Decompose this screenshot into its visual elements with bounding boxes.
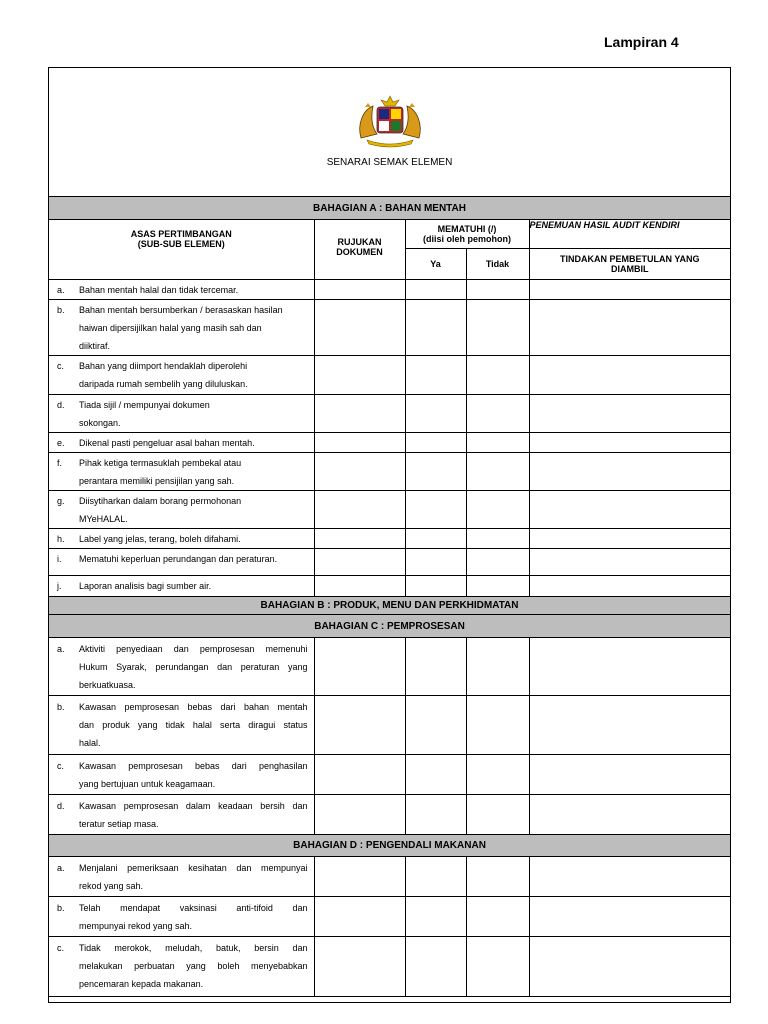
rujukan-header (314, 220, 405, 280)
item-text-line: yang bertujuan untuk keagamaan. (79, 779, 216, 789)
item-letter: b. (57, 702, 65, 712)
item-text (79, 640, 308, 694)
rujukan-header-line2: DOKUMEN (336, 247, 383, 257)
item-text-line: Tidak merokok, meludah, batuk, bersin dan (79, 943, 308, 953)
item-text (79, 939, 308, 993)
tindakan-cell[interactable] (529, 576, 730, 597)
item-letter: a. (57, 863, 65, 873)
item-text (79, 577, 308, 595)
section-c-row (49, 615, 730, 638)
tindakan-cell[interactable] (529, 755, 730, 795)
rujukan-dokumen-cell[interactable] (314, 395, 405, 433)
item-text-line: Bahan mentah bersumberkan / berasaskan hasilan (79, 305, 283, 315)
item-text-line: berkuatkuasa. (79, 680, 136, 690)
section-a-row (49, 197, 730, 220)
item-text-line: Laporan analisis bagi sumber air. (79, 581, 212, 591)
section-b-row (49, 597, 730, 615)
item-text-line: Label yang jelas, terang, boleh difahami. (79, 534, 241, 544)
ya-checkbox-cell[interactable] (405, 897, 466, 937)
mematuhi-header (405, 220, 529, 249)
item-text (79, 492, 308, 528)
tindakan-cell[interactable] (529, 453, 730, 491)
tidak-checkbox-cell[interactable] (466, 897, 529, 937)
asas-header-line1: ASAS PERTIMBANGAN (130, 229, 232, 239)
criteria-cell (49, 280, 314, 300)
ya-checkbox-cell[interactable] (405, 937, 466, 997)
criteria-cell (49, 549, 314, 576)
item-text (79, 434, 308, 452)
rujukan-dokumen-cell[interactable] (314, 453, 405, 491)
table-row (49, 356, 730, 395)
item-text-line: diiktiraf. (79, 341, 111, 351)
rujukan-dokumen-cell[interactable] (314, 696, 405, 755)
item-text-line: perantara memiliki pensijilan yang sah. (79, 476, 235, 486)
rujukan-dokumen-cell[interactable] (314, 529, 405, 549)
item-text (79, 550, 308, 568)
tindakan-cell[interactable] (529, 433, 730, 453)
tindakan-cell[interactable] (529, 897, 730, 937)
item-text-line: haiwan dipersijilkan halal yang masih sah dan (79, 323, 262, 333)
tidak-checkbox-cell[interactable] (466, 433, 529, 453)
item-letter: i. (57, 554, 62, 564)
item-text-line: Mematuhi keperluan perundangan dan peraturan. (79, 554, 278, 564)
criteria-cell (49, 857, 314, 897)
tidak-checkbox-cell[interactable] (466, 356, 529, 395)
item-letter: b. (57, 305, 65, 315)
item-text-line: melakukan perbuatan yang boleh menyebabkan (79, 961, 308, 971)
item-text (79, 301, 308, 355)
item-text-line: rekod yang sah. (79, 881, 144, 891)
tidak-checkbox-cell[interactable] (466, 549, 529, 576)
criteria-cell (49, 529, 314, 549)
rujukan-dokumen-cell[interactable] (314, 491, 405, 529)
ya-checkbox-cell[interactable] (405, 433, 466, 453)
checklist-table (49, 196, 730, 997)
item-text-line: Bahan yang diimport hendaklah diperolehi (79, 361, 248, 371)
rujukan-dokumen-cell[interactable] (314, 937, 405, 997)
table-row (49, 453, 730, 491)
tidak-checkbox-cell[interactable] (466, 395, 529, 433)
table-row (49, 696, 730, 755)
item-letter: e. (57, 438, 65, 448)
item-text (79, 899, 308, 935)
rujukan-dokumen-cell[interactable] (314, 897, 405, 937)
table-row (49, 897, 730, 937)
tindakan-cell[interactable] (529, 491, 730, 529)
item-text-line: dan produk yang tidak halal serta diragui status (79, 720, 308, 730)
item-text (79, 357, 308, 393)
penemuan-header: PENEMUAN HASIL AUDIT KENDIRI (529, 220, 730, 249)
tindakan-cell[interactable] (529, 937, 730, 997)
item-text-line: MYeHALAL. (79, 514, 128, 524)
section-d-row (49, 835, 730, 857)
ya-checkbox-cell[interactable] (405, 280, 466, 300)
ya-checkbox-cell[interactable] (405, 453, 466, 491)
item-text-line: Aktiviti penyediaan dan pemprosesan memenuhi (79, 644, 308, 654)
table-row (49, 795, 730, 835)
tidak-checkbox-cell[interactable] (466, 795, 529, 835)
item-text (79, 757, 308, 793)
ya-checkbox-cell[interactable] (405, 755, 466, 795)
table-row (49, 755, 730, 795)
tidak-checkbox-cell[interactable] (466, 491, 529, 529)
section-d-title: BAHAGIAN D : PENGENDALI MAKANAN (49, 835, 730, 857)
item-letter: b. (57, 903, 65, 913)
tidak-checkbox-cell[interactable] (466, 280, 529, 300)
item-text-line: Menjalani pemeriksaan kesihatan dan mempunyai (79, 863, 308, 873)
tidak-checkbox-cell[interactable] (466, 638, 529, 696)
item-letter: c. (57, 361, 65, 371)
rujukan-dokumen-cell[interactable] (314, 576, 405, 597)
section-a-title: BAHAGIAN A : BAHAN MENTAH (49, 197, 730, 220)
item-text-line: Telah mendapat vaksinasi anti-tifoid dan (79, 903, 308, 913)
ya-checkbox-cell[interactable] (405, 491, 466, 529)
tindakan-header-line2: DIAMBIL (611, 264, 649, 274)
table-row (49, 491, 730, 529)
ya-checkbox-cell[interactable] (405, 549, 466, 576)
criteria-cell (49, 755, 314, 795)
table-row (49, 280, 730, 300)
item-text-line: Kawasan pemprosesan dalam keadaan bersih dan (79, 801, 308, 811)
criteria-cell (49, 897, 314, 937)
ya-checkbox-cell[interactable] (405, 696, 466, 755)
criteria-cell (49, 696, 314, 755)
ya-checkbox-cell[interactable] (405, 576, 466, 597)
item-letter: c. (57, 761, 65, 771)
ya-checkbox-cell[interactable] (405, 638, 466, 696)
item-text-line: mempunyai rekod yang sah. (79, 921, 193, 931)
table-row (49, 857, 730, 897)
item-text (79, 281, 308, 299)
table-row (49, 433, 730, 453)
item-letter: d. (57, 400, 65, 410)
item-text-line: teratur setiap masa. (79, 819, 159, 829)
item-text-line: Hukum Syarak, perundangan dan peraturan yang (79, 662, 308, 672)
rujukan-dokumen-cell[interactable] (314, 280, 405, 300)
item-text (79, 797, 308, 833)
rujukan-dokumen-cell[interactable] (314, 549, 405, 576)
item-text (79, 530, 308, 548)
lampiran-label: Lampiran 4 (604, 34, 679, 50)
tindakan-cell[interactable] (529, 549, 730, 576)
item-text-line: Bahan mentah halal dan tidak tercemar. (79, 285, 239, 295)
checklist-form (48, 67, 731, 1003)
tindakan-header (529, 249, 730, 280)
item-letter: d. (57, 801, 65, 811)
document-title: SENARAI SEMAK ELEMEN (326, 157, 453, 168)
rujukan-dokumen-cell[interactable] (314, 356, 405, 395)
criteria-cell (49, 937, 314, 997)
tidak-header: Tidak (466, 249, 529, 280)
table-row (49, 529, 730, 549)
rujukan-dokumen-cell[interactable] (314, 433, 405, 453)
item-text (79, 698, 308, 752)
rujukan-dokumen-cell[interactable] (314, 857, 405, 897)
tindakan-cell[interactable] (529, 280, 730, 300)
tidak-checkbox-cell[interactable] (466, 576, 529, 597)
asas-header (49, 220, 314, 280)
item-letter: f. (57, 458, 63, 468)
tidak-checkbox-cell[interactable] (466, 755, 529, 795)
item-text-line: pencemaran kepada makanan. (79, 979, 204, 989)
mematuhi-header-line1: MEMATUHI (/) (437, 224, 497, 234)
ya-checkbox-cell[interactable] (405, 300, 466, 356)
section-b-title: BAHAGIAN B : PRODUK, MENU DAN PERKHIDMATAN (49, 597, 730, 615)
ya-checkbox-cell[interactable] (405, 857, 466, 897)
tindakan-cell[interactable] (529, 696, 730, 755)
item-letter: a. (57, 285, 65, 295)
table-row (49, 576, 730, 597)
criteria-cell (49, 395, 314, 433)
tidak-checkbox-cell[interactable] (466, 937, 529, 997)
criteria-cell (49, 433, 314, 453)
table-row (49, 395, 730, 433)
tindakan-cell[interactable] (529, 529, 730, 549)
table-row (49, 638, 730, 696)
item-letter: g. (57, 496, 65, 506)
criteria-cell (49, 491, 314, 529)
item-text-line: Pihak ketiga termasuklah pembekal atau (79, 458, 242, 468)
tidak-checkbox-cell[interactable] (466, 529, 529, 549)
item-text-line: Kawasan pemprosesan bebas dari penghasilan (79, 761, 308, 771)
ya-checkbox-cell[interactable] (405, 395, 466, 433)
tindakan-header-line1: TINDAKAN PEMBETULAN YANG (560, 254, 700, 264)
item-text-line: daripada rumah sembelih yang diluluskan. (79, 379, 248, 389)
criteria-cell (49, 576, 314, 597)
item-text-line: Dikenal pasti pengeluar asal bahan mentah. (79, 438, 255, 448)
section-c-title: BAHAGIAN C : PEMPROSESAN (49, 615, 730, 638)
rujukan-dokumen-cell[interactable] (314, 795, 405, 835)
rujukan-header-line1: RUJUKAN (337, 237, 382, 247)
table-row (49, 300, 730, 356)
tidak-checkbox-cell[interactable] (466, 857, 529, 897)
tidak-checkbox-cell[interactable] (466, 696, 529, 755)
ya-checkbox-cell[interactable] (405, 795, 466, 835)
rujukan-dokumen-cell[interactable] (314, 755, 405, 795)
criteria-cell (49, 795, 314, 835)
item-letter: j. (57, 581, 62, 591)
mematuhi-header-line2: (diisi oleh pemohon) (423, 234, 511, 244)
rujukan-dokumen-cell[interactable] (314, 300, 405, 356)
item-letter: c. (57, 943, 65, 953)
item-text-line: Tiada sijil / mempunyai dokumen (79, 400, 210, 410)
item-text (79, 859, 308, 895)
criteria-cell (49, 356, 314, 395)
item-text-line: Kawasan pemprosesan bebas dari bahan mentah (79, 702, 308, 712)
asas-header-line2: (SUB-SUB ELEMEN) (137, 239, 225, 249)
ya-header: Ya (405, 249, 466, 280)
ya-checkbox-cell[interactable] (405, 356, 466, 395)
table-row (49, 549, 730, 576)
item-text-line: halal. (79, 738, 101, 748)
tindakan-cell[interactable] (529, 857, 730, 897)
item-text-line: sokongan. (79, 418, 121, 428)
coat-of-arms-icon (355, 94, 425, 149)
table-row (49, 937, 730, 997)
item-text (79, 396, 308, 432)
item-letter: a. (57, 644, 65, 654)
tindakan-cell[interactable] (529, 795, 730, 835)
tindakan-cell[interactable] (529, 300, 730, 356)
tindakan-cell[interactable] (529, 356, 730, 395)
tidak-checkbox-cell[interactable] (466, 300, 529, 356)
tindakan-cell[interactable] (529, 395, 730, 433)
criteria-cell (49, 300, 314, 356)
criteria-cell (49, 638, 314, 696)
tindakan-cell[interactable] (529, 638, 730, 696)
item-letter: h. (57, 534, 65, 544)
item-text (79, 454, 308, 490)
ya-checkbox-cell[interactable] (405, 529, 466, 549)
form-header (49, 68, 730, 196)
item-text-line: Diisytiharkan dalam borang permohonan (79, 496, 242, 506)
tidak-checkbox-cell[interactable] (466, 453, 529, 491)
rujukan-dokumen-cell[interactable] (314, 638, 405, 696)
criteria-cell (49, 453, 314, 491)
